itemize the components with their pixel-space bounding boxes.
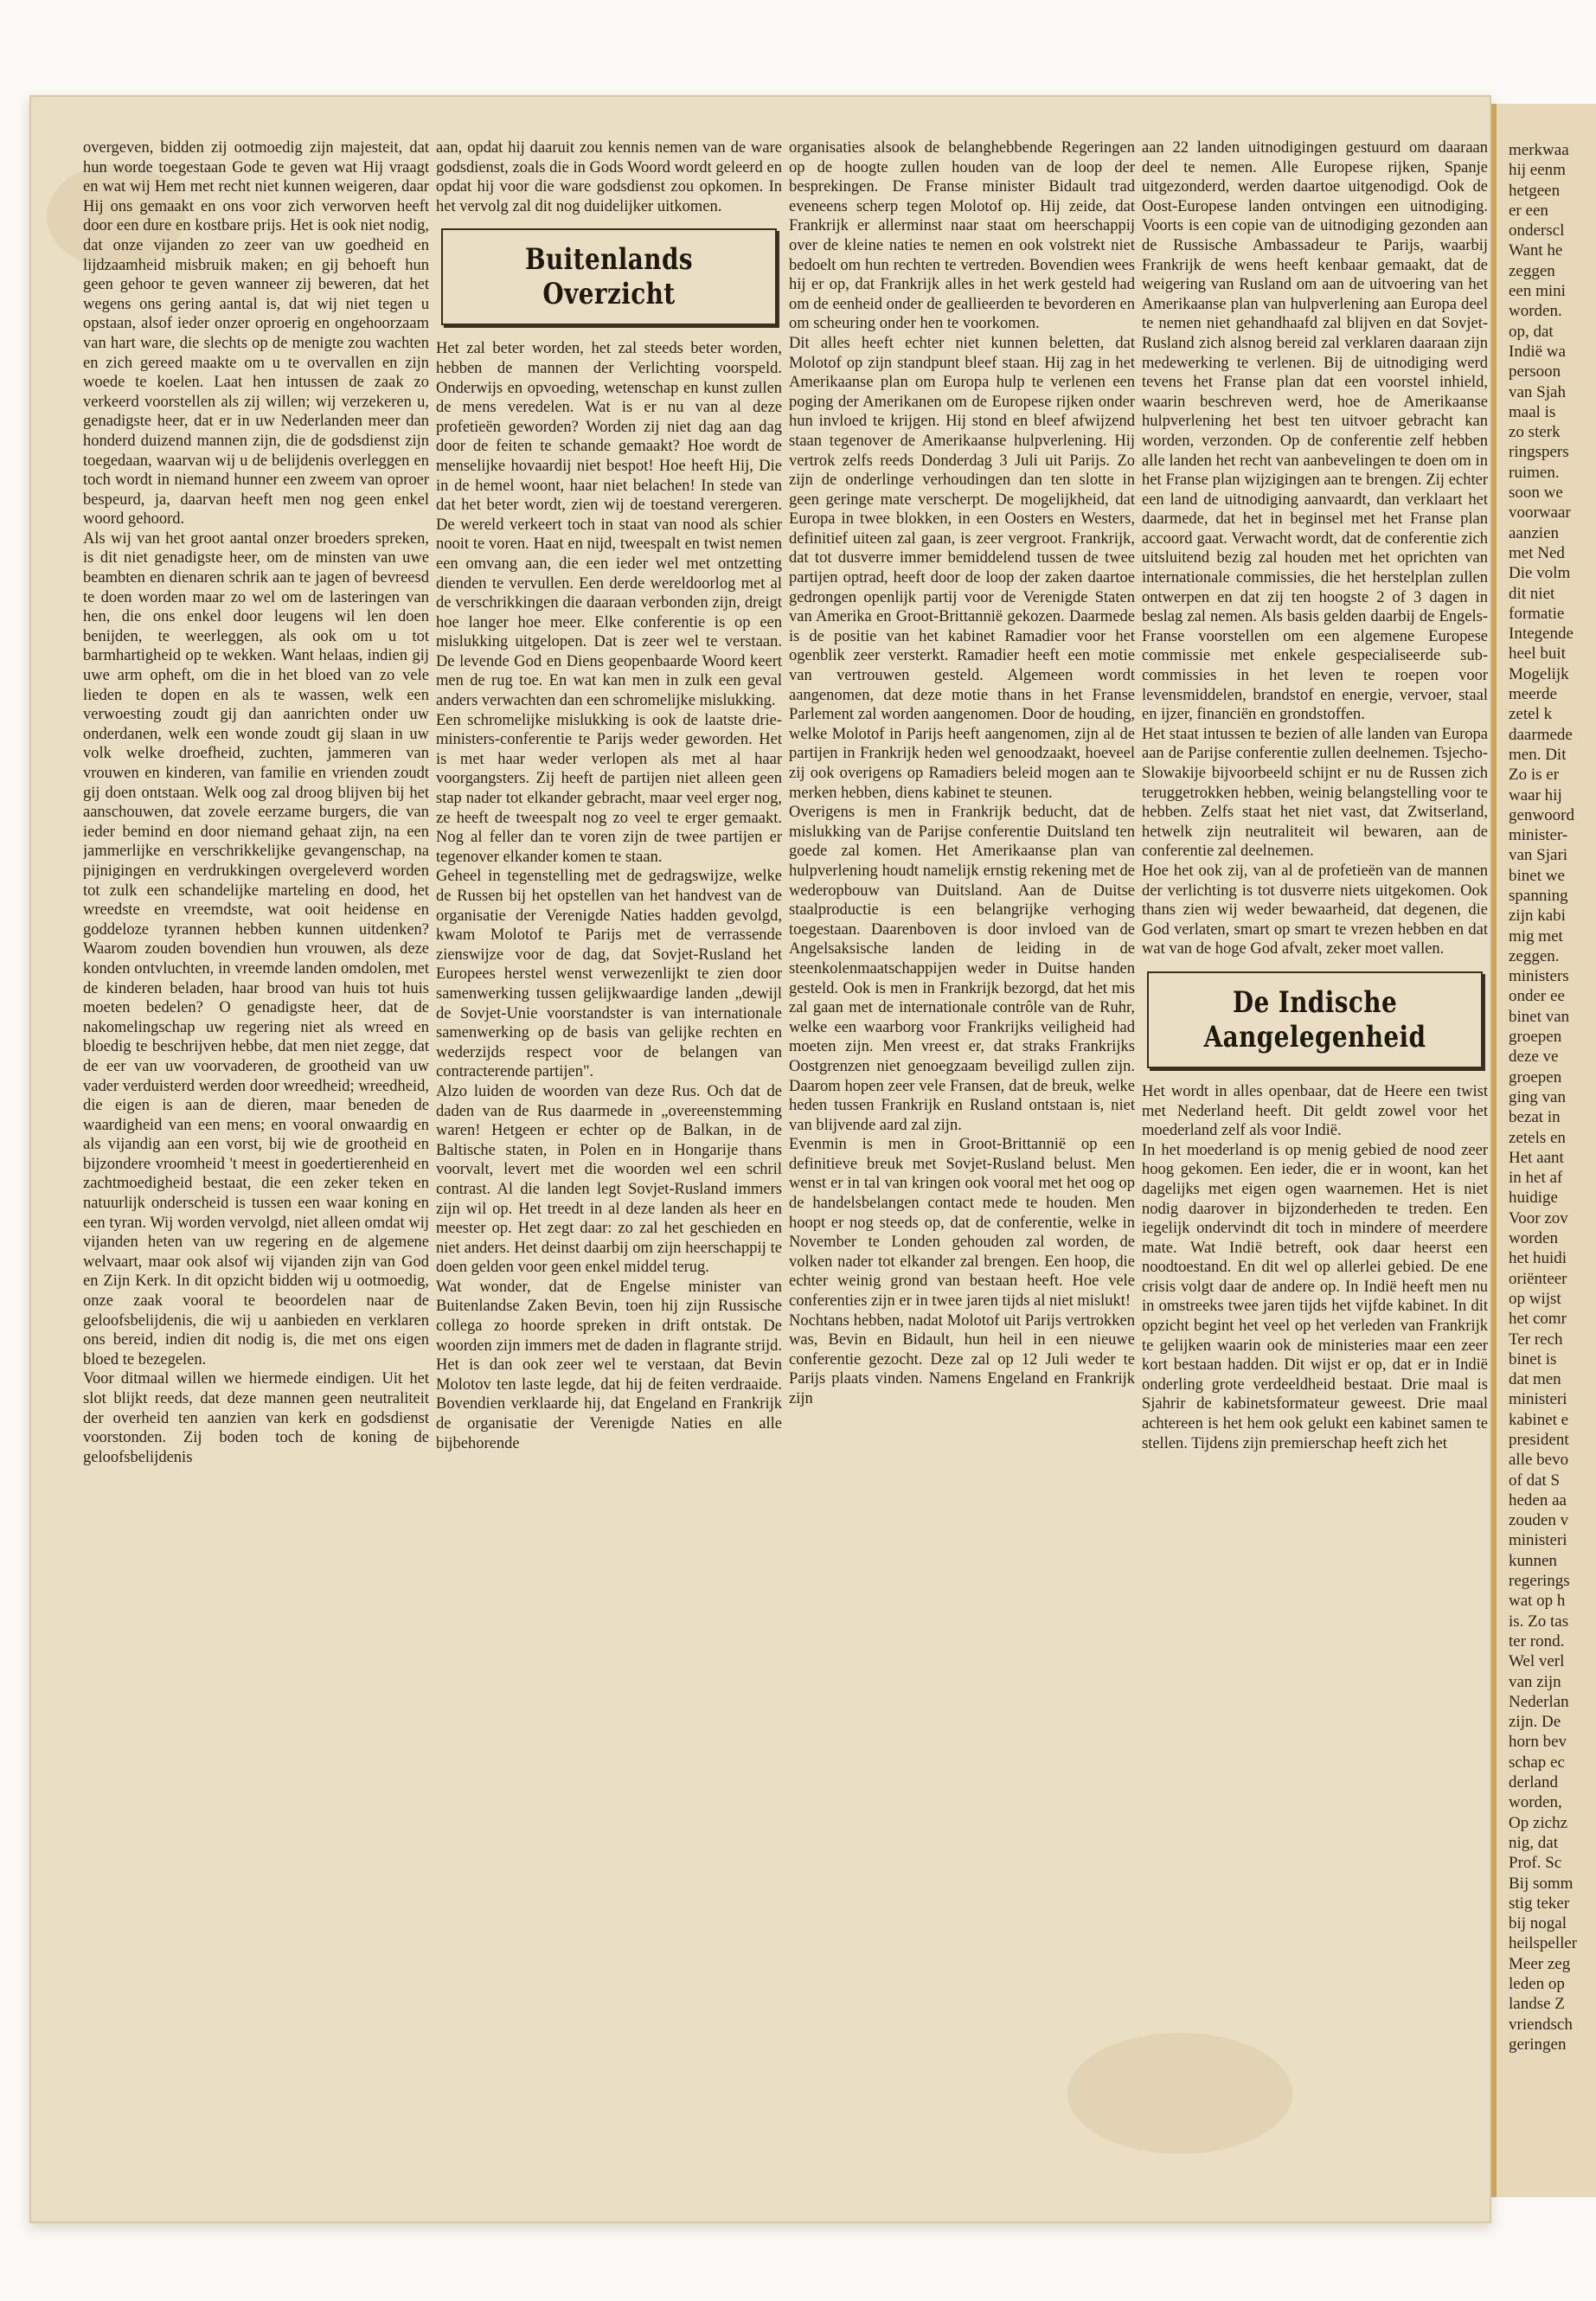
paragraph: Het staat intussen te bezien of alle landen van Europa aan de Parijse conferentie zullen deelnemen. Tsjecho-Slowakije bijvoorbeeld schijnt er nu de Russen zich teruggetrokken hebben, weinig belangstelling voor te hebben. Zelfs staat het niet vast, dat Zwitserland, hetwelk zijn neutraliteit wil bewaren, aan de conferentie zal deelnemen. (1142, 725, 1488, 861)
article-columns (83, 138, 1488, 1877)
adjacent-page-edge (1491, 104, 1596, 2197)
adjacent-page-text: merkwaa hij eenm hetgeen er een onderscl Want he zeggen een mini worden. op, dat Indië wa persoon van Sjah maal is zo sterk ringspers ruimen. soon we voorwaar aanzien met Ned Die volm dit niet formatie Integende heel buit Mogelijk meerde zetel k daarmede men. Dit Zo is er waar hij genwoord minister- van Sjari binet we spanning zijn kabi mig met zeggen. ministers onder ee binet van groepen deze ve groepen ging van bezat in zetels en Het aant in het af huidige Voor zov worden het huidi oriënteer op wijst het comr Ter rech binet is dat men ministeri kabinet e president alle bevo of dat S heden aa zouden v ministeri kunnen regerings wat op h is. Zo tas ter rond. Wel verl van zijn Nederlan zijn. De horn bev schap ec derland worden, Op zichz nig, dat Prof. Sc Bij somm stig teker bij nogal heilspeller Meer zeg leden op landse Z vriendsch geringen (1509, 141, 1578, 2054)
paragraph: Geheel in tegenstelling met de gedragswijze, welke de Russen bij het opstellen van het handvest van de organisatie der Verenigde Naties hadden gevolgd, kwam Molotof te Parijs met de verrassende zienswijze voor de dag, dat Sovjet-Rusland het Europees herstel wenst verwezenlijkt te zien door samenwerking tussen gelijkwaardige landen „dewijl de Sovjet-Unie voorstandster is van internationale samenwerking op de basis van gelijke rechten en wederzijds respect voor de belangen van contracterende partijen". (436, 868, 782, 1081)
column-2 (436, 138, 782, 1877)
paragraph: Voor ditmaal willen we hiermede eindigen. Uit het slot blijkt reeds, dat deze mannen geen neutraliteit der overheid ten aanzien van kerk en godsdienst voorstonden. Zij boden toch de koning de geloofsbelijdenis (83, 1370, 429, 1466)
section-headline-box (441, 228, 777, 325)
paragraph: Evenmin is men in Groot-Brittannië op een definitieve breuk met Sovjet-Rusland belust. Men wenst er in tal van kringen ook vooral met het oog op de handelsbelangen contact mede te houden. Men hoopt er nog steeds op, dat de conferentie, welke in November te Londen gehouden zal worden, de volken nader tot elkander zal brengen. Een hoop, die echter weinig grond van bestaan heeft. Hoe vele conferenties zijn er in twee jaren tijds al niet mislukt! (789, 1136, 1135, 1311)
column-4 (1142, 138, 1488, 1877)
paragraph: overgeven, bidden zij ootmoedig zijn majesteit, dat hun worde toegestaan Gode te geven wat Hij vraagt en wat wij Hem met recht niet kunnen weigeren, daar Hij ons gemaakt en ons voor zich verworven heeft door een dure en kostbare prijs. Het is ook niet nodig, dat onze vijanden zo zeer van uw goedheid en lijdzaamheid misbruik maken; en gij behoeft hun geen gehoor te geven wanneer zij beweren, dat het wegens ons gering aantal is, dat wij niet tegen u opstaan, alsof ieder onzer oproerig en ongehoorzaam van hart ware, die slechts op de menigte zou wachten en zich gereed maakte om u te overvallen en zijn woede te koelen. Laat hen intussen de zaak zo verkeerd voorstellen als zij willen; wij verzekeren u, genadigste heer, dat er in uw Nederlanden meer dan honderd duizend mannen zijn, die de godsdienst zijn toegedaan, waarvan wij u de belijdenis overleggen en toch wordt in niemand hunner een zweem van oproer bespeurd, ja, daarvan heeft men nog geen enkel woord gehoord. (83, 139, 429, 529)
paragraph: Dit alles heeft echter niet kunnen beletten, dat Molotof op zijn standpunt bleef staan. Hij zag in het Amerikaanse plan om Europa hulp te verlenen een poging der Amerikanen om de Europese rijken onder hun invloed te krijgen. Hij stond en bleef afwijzend staan tegenover de Amerikaanse hulpverlening. Hij vertrok zelfs reeds Donderdag 3 Juli uit Parijs. Zo zijn de onderlinge verhoudingen dan ten slotte in geen geringe mate verscherpt. De mogelijkheid, dat Europa in twee blokken, in een Oosters en Westers, definitief uiteen zal gaan, is zeer vergroot. Frankrijk, dat tot dusverre immer bemiddelend tussen de twee partijen optrad, heeft door de loop der zaken daartoe gedrongen openlijk partij voor de Verenigde Staten van Amerika en Groot-Brittannië gekozen. Daarmede is de positie van het kabinet Ramadier voor het ogenblik zeer versterkt. Ramadier heeft een motie van vertrouwen gesteld. Algemeen wordt aangenomen, dat deze motie thans in het Franse Parlement zal worden aangenomen. Door de houding, welke Molotof in Parijs heeft aangenomen, zijn al de partijen in Frankrijk heden wel genoodzaakt, hoeveel zij ook overigens op Ramadiers beleid mogen aan te merken hebben, diens kabinet te steunen. (789, 334, 1135, 802)
paragraph: In het moederland is op menig gebied de nood zeer hoog gekomen. Een ieder, die er in woont, kan het dagelijks met eigen ogen waarnemen. Het is niet nodig daarover in bijzonderheden te treden. Een iegelijk ondervindt dit toch in mindere of meerdere mate. Wat Indië betreft, ook daar heerst een noodtoestand. En dit wel op allerlei gebied. De ene crisis volgt daar de andere op. In Indië heeft men nu in omstreeks twee jaren tijds het vijfde kabinet. In dit opzicht begint het veel op het verleden van Frankrijk te gelijken waarin ook de ministeries maar een zeer kort bestaan hadden. Dit wijst er op, dat er in Indië onderling grote verdeeldheid bestaat. Drie maal is Sjahrir de kabinetsformateur geweest. Drie maal achtereen is het hem ook gelukt een kabinet samen te stellen. Tijdens zijn premierschap heeft zich het (1142, 1141, 1488, 1452)
paragraph: Een schromelijke mislukking is ook de laatste drie-ministers-conferentie te Parijs weder geworden. Het is met haar weder verlopen als met al haar voorgangsters. Zij heeft de partijen niet alleen geen stap nader tot elkander gebracht, maar veel erger nog, ze heeft de tweespalt nog zo veel te erger gemaakt. Nog al feller dan te voren zijn de twee partijen er tegenover elkander komen te staan. (436, 711, 782, 866)
paragraph: aan, opdat hij daaruit zou kennis nemen van de ware godsdienst, zoals die in Gods Woord wordt geleerd en opdat hij voor die ware godsdienst zou opkomen. In het vervolg zal dit nog duidelijker uitkomen. (436, 139, 782, 215)
column-3 (789, 138, 1135, 1877)
paragraph: Als wij van het groot aantal onzer broeders spreken, is dit niet genadigste heer, om de minsten van uwe beambten en dienaren schrik aan te jagen of bevreesd te doen worden maar zo wel om de lasteringen van hen, die ons enkel door leugens wil len doen benijden, te weerleggen, als ook om u tot barmhartigheid op te wekken. Want helaas, indien gij uwe arm opheft, om die in het bloed van zo vele lieden te dopen en als te wassen, welk een verwoesting zoudt gij dan aanrichten onder uw onderdanen, welk een wonde zoudt gij slaan in uw volk welke droefheid, zuchten, jammeren van vrouwen en kinderen, van familie en vrienden zoudt gij doen ontstaan. Welk oog zal droog blijven bij het aanschouwen, dat zovele eerzame burgers, die van ieder bemind en door niemand gehaat zijn, na een jammerlijke en verschrikkelijke gevangenschap, na pijnigingen en verdrukkingen overgeleverd worden tot zulk een schandelijke marteling en dood, het wreedste en vreemdste, wat ooit heidense en goddeloze tyrannen hebben kunnen uitdenken? Waarom zouden bovendien hun vrouwen, als deze konden ontvluchten, in vreemde landen omdolen, met de kinderen beladen, haar brood van huis tot huis moeten bedelen? O genadigste heer, dat de nakomelingschap uw regering niet als wreed en bloedig te beschrijven hebbe, dat men niet zegge, dat de eer van uw voorvaderen, de grootheid van uw vader verduisterd werden door wreedheid; wreedheid, die eigen is aan de dieren, maar beneden de waardigheid van een mens; en vooral onwaardig en als vijandig aan een vorst, bij wie de grootheid en bijzondere vroomheid 't meest in goedertierenheid en zachtmoedigheid bestaat, die een zeker teken en natuurlijk onderscheid is tussen een waar koning en een tyran. Wij worden vervolgd, niet alleen omdat wij vijanden heten van uw regering en de algemene welvaart, maar ook alsof wij vijanden zijn van God en Zijn Kerk. In dit opzicht bidden wij u ootmoedig, onze zaak vooral te beoordelen naar de geloofsbelijdenis, die wij u aanbieden en verklaren ons bereid, indien dit nodig is, die met ons eigen bloed te bezegelen. (83, 529, 429, 1368)
paragraph: aan 22 landen uitnodigingen gestuurd om daaraan deel te nemen. Alle Europese rijken, Spanje uitgezonderd, werden daartoe uitgenodigd. Ook de Oost-Europese landen ontvingen een uitnodiging. Voorts is een copie van de uitnodiging gezonden aan de Russische Ambassadeur te Parijs, waarbij Frankrijk de wens heeft kenbaar gemaakt, dat de weigering van Rusland om aan de uitvoering van het Amerikaanse plan van hulpverlening aan Europa deel te nemen niet gehandhaafd zal blijven en dat Sovjet-Rusland zich alsnog bereid zal verklaren daaraan zijn medewerking te verlenen. Bij de uitnodiging werd tevens het Franse plan dat een voorstel inhield, waarin beschreven werd, hoe de Amerikaanse hulpverlening het best ten uitvoer gebracht kan worden, verzonden. Op de conferentie zelf hebben alle landen het recht van aanbevelingen te doen om in het Franse plan wijzigingen aan te brengen. Zij echter een land de uitnodiging aanvaardt, dan verklaart het daarmede, dat het in beginsel met het Franse plan accoord gaat. Verwacht wordt, dat de conferentie zich uitsluitend bezig zal houden met het oprichten van internationale commissies, die het herstelplan zullen ontwerpen en dat zij ten hoogste 2 of 3 dagen in beslag zal nemen. Als basis gelden daarbij de Engels-Franse voorstellen om een algemene Europese commissie met enkele gespecialiseerde sub-commissies in het leven te roepen voor levensmiddelen, brandstof en energie, vervoer, staal en ijzer, financiën en grondstoffen. (1142, 139, 1488, 724)
paragraph: Het zal beter worden, het zal steeds beter worden, hebben de mannen der Verlichting voorspeld. Onderwijs en opvoeding, wetenschap en kunst zullen de mens veredelen. Wat is er nu van al deze profetieën geworden? Worden zij niet dag aan dag door de feiten te schande gemaakt? Hoe wordt de menselijke hovaardij niet bespot! Hoe heeft Hij, Die in de hemel woont, haar niet belachen! In stede van dat het beter wordt, zien wij de toestand verergeren. De wereld verkeert toch in staat van nood als schier nooit te voren. Haat en nijd, tweespalt en twist nemen een omvang aan, die een ieder wel met ontzetting dienden te vervullen. Een derde wereldoorlog met al de verschrikkingen die daaraan verbonden zijn, dreigt hoe langer hoe meer. Elke conferentie is op een mislukking uitgelopen. Dat is zeer wel te verstaan. De levende God en Diens geopenbaarde Woord keert men de rug toe. En wat kan men in zulk een geval anders verwachten dan een schromelijke mislukking. (436, 340, 782, 710)
paragraph: Nochtans hebben, nadat Molotof uit Parijs vertrokken was, Bevin en Bidault, hun heil in een nieuwe conferentie gezocht. Deze zal op 12 Juli weder te Parijs plaats vinden. Namens Engeland en Frankrijk zijn (789, 1311, 1135, 1407)
section-headline-box (1147, 971, 1483, 1068)
section-headline: De Indische Aangelegenheid (1203, 984, 1426, 1054)
paragraph: Het wordt in alles openbaar, dat de Heere een twist met Nederland heeft. Dit geldt zowel voor het moederland zelf als voor Indië. (1142, 1082, 1488, 1140)
paragraph: Wat wonder, dat de Engelse minister van Buitenlandse Zaken Bevin, toen hij zijn Russische collega zo hoorde spreken in drift ontstak. De woorden zijn immers met de daden in flagrante strijd. Het is dan ook zeer wel te verstaan, dat Bevin Molotov ten laste legde, dat hij de feiten verdraaide. Bovendien verklaarde hij, dat Engeland en Frankrijk de organisatie der Verenigde Naties en alle bijbehorende (436, 1278, 782, 1452)
paragraph: Hoe het ook zij, van al de profetieën van de mannen der verlichting is tot dusverre niets uitgekomen. Ook thans zien wij weder bewaarheid, dat degenen, die God verlaten, smart op smart te vrezen hebben en dat wat van de hoge God afvalt, zeker moet vallen. (1142, 862, 1488, 958)
paragraph: Alzo luiden de woorden van deze Rus. Och dat de daden van de Rus daarmede in „overeenstemming waren! Hetgeen er echter op de Balkan, in de Baltische staten, in Polen en in Hongarije thans voorvalt, levert met die woorden wel een schril contrast. Al die landen legt Sovjet-Rusland immers zijn wil op. Het treedt in al deze landen als heer en meester op. Het zegt daar: zo zal het geschieden en niet anders. Het deinst daarbij om zijn heerschappij te doen gelden voor geen enkel middel terug. (436, 1082, 782, 1277)
paper-stain (1067, 2033, 1292, 2154)
column-1 (83, 138, 429, 1877)
paragraph: Overigens is men in Frankrijk beducht, dat de mislukking van de Parijse conferentie Duitsland ten goede zal komen. Het Amerikaanse plan van hulpverlening houdt namelijk ernstig rekening met de wederopbouw van Duitsland. Aan de Duitse staalproductie is een belangrijke verhoging toegestaan. Daarenboven is door invloed van de Angelsaksische landen de leiding in de steenkolenmaatschappijen weder in Duitse handen gesteld. Ook is men in Frankrijk bezorgd, dat het mis zal gaan met de internationale contrôle van de Ruhr, welke een waarborg voor Frankrijks veiligheid had moeten zijn. Men vreest er, dat straks Frankrijks Oostgrenzen niet genoegzaam beveiligd zullen zijn. Daarom hopen zeer vele Fransen, dat de breuk, welke heden tussen Frankrijk en Rusland ontstaan is, niet van blijvende aard zal zijn. (789, 804, 1135, 1134)
paragraph: organisaties alsook de belanghebbende Regeringen op de hoogte zullen houden van de loop der besprekingen. De Franse minister Bidault trad eveneens scherp tegen Molotof op. Hij zeide, dat Frankrijk er allerminst naar staat om heerschappij over de kleine naties te nemen en ook volstrekt niet bedoelt om hun rechten te vertreden. Bovendien wees hij er op, dat Frankrijk alles in het werk gesteld had om de eenheid onder de geallieerden te bevorderen en om scheuring onder hen te voorkomen. (789, 139, 1135, 333)
section-headline: Buitenlands Overzicht (525, 242, 693, 312)
